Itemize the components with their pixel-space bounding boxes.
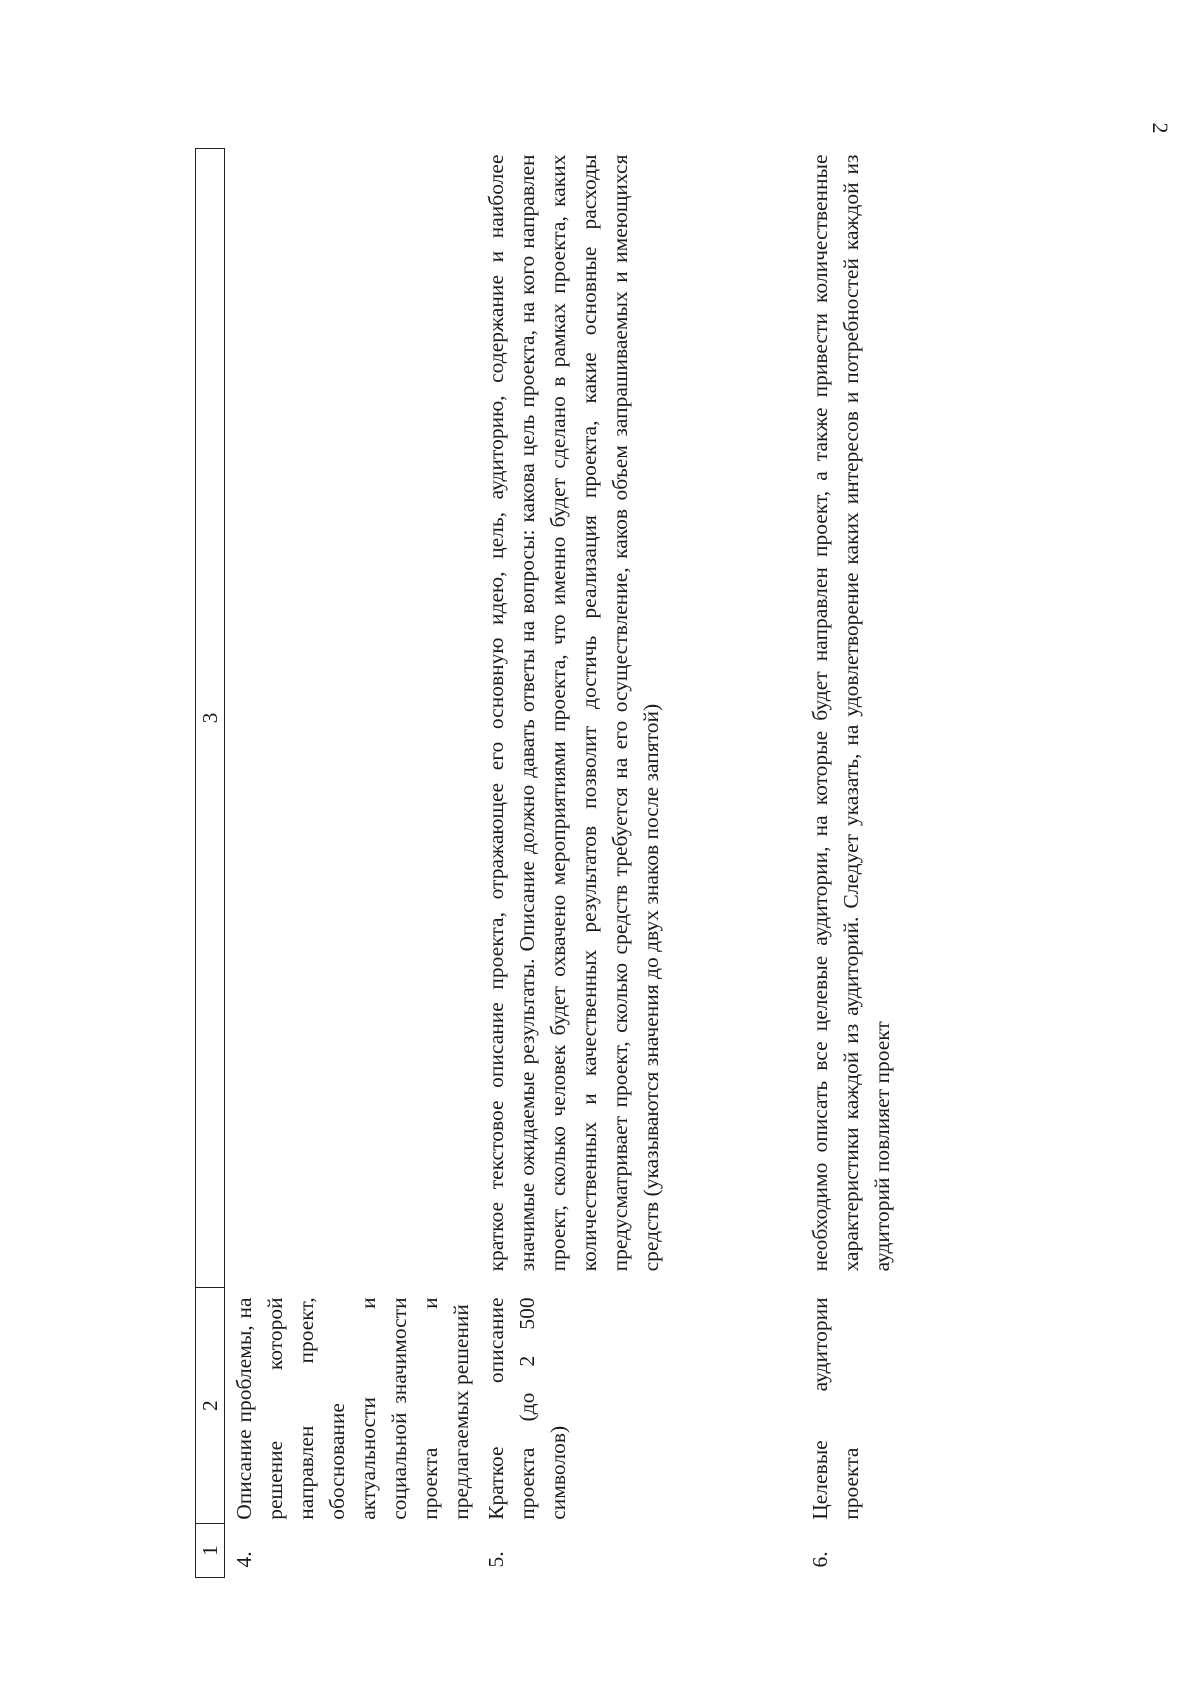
table-header-row bbox=[196, 149, 225, 1578]
page-number: 2 bbox=[1148, 122, 1173, 134]
rotated-page-content bbox=[195, 148, 935, 1578]
column-header-3: 3 bbox=[196, 149, 225, 1288]
row-number: 5. bbox=[484, 1551, 508, 1568]
criteria-table bbox=[195, 148, 955, 1578]
row-number: 6. bbox=[808, 1551, 832, 1568]
row-description bbox=[225, 149, 478, 1288]
row-name: Описание проблемы, на решение которой направлен проект, обоснование актуальности и социальной значимости проекта и предлагаемых решений bbox=[232, 1297, 473, 1520]
table-row bbox=[801, 149, 955, 1578]
row-description: необходимо описать все целевые аудитории, на которые будет направлен проект, а также привести количественные характеристики каждой из аудиторий. Следует указать, на удовлетворение каких интересов и потребностей каждой из аудиторий повлияет проект bbox=[808, 154, 894, 1272]
row-description: краткое текстовое описание проекта, отражающее его основную идею, цель, аудиторию, содержание и наиболее значимые ожидаемые результаты. Описание должно давать ответы на вопросы: какова цель проекта, на кого направлен проект, сколько человек будет охвачено мероприятиями проекта, что именно будет сделано в рамках проекта, каких количественных и качественных результатов позволит достичь реализация проекта, какие основные расходы предусматривает проект, сколько средств требуется на его осуществление, каков объем запрашиваемых и имеющихся средств (указываются значения до двух знаков после запятой) bbox=[484, 154, 663, 1272]
row-name: Краткое описание проекта (до 2 500 символов) bbox=[484, 1297, 570, 1520]
column-header-2: 2 bbox=[196, 1287, 225, 1523]
table-row bbox=[225, 149, 478, 1578]
column-header-1: 1 bbox=[196, 1524, 225, 1578]
table-row bbox=[477, 149, 801, 1578]
row-number: 4. bbox=[232, 1551, 256, 1568]
row-name: Целевые аудитории проекта bbox=[808, 1297, 863, 1520]
